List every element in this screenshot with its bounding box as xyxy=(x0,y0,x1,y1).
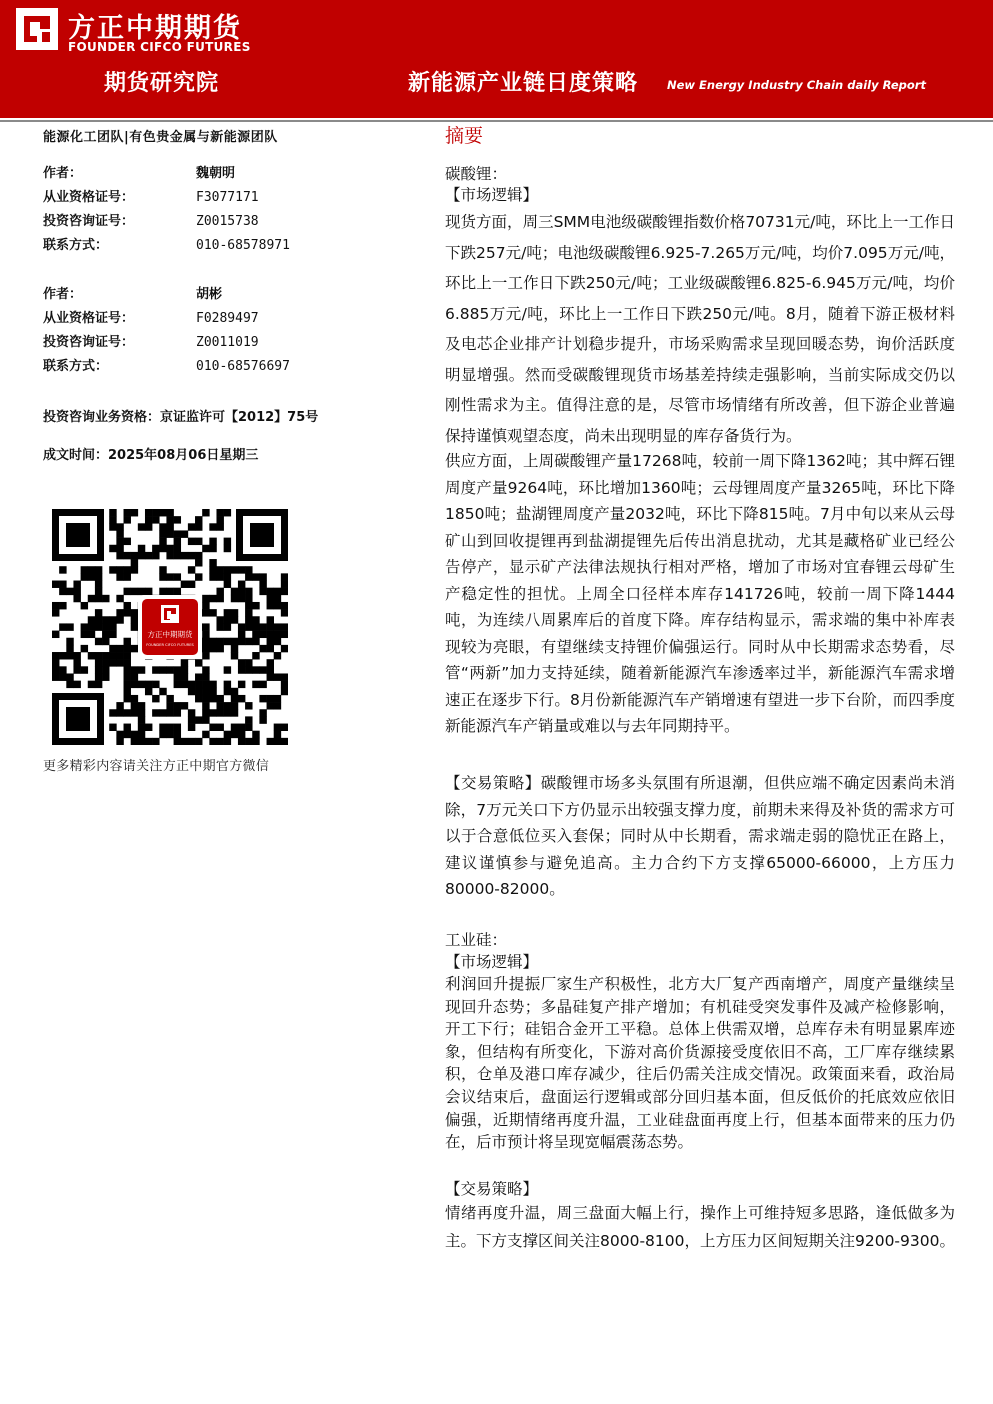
lithium-strategy-label: 【交易策略】 xyxy=(445,774,541,792)
founder-logo-icon xyxy=(16,8,58,50)
lithium-title: 碳酸锂： xyxy=(445,165,508,183)
lithium-supply-paragraph: 供应方面，上周碳酸锂产量17268吨，较前一周下降1362吨；其中辉石锂周度产量9264吨，环比增加1360吨；云母锂周度产量3265吨，环比下降1850吨；盐湖锂周度产量2032吨，环比下降815吨。7月中旬以来从云母矿山到回收提锂再到盐湖提锂先后传出消息扰动，尤其是藏格矿业已经公告停产，显示矿产法律法规执行相对严格，增加了市场对宜春锂云母矿生产稳定性的担忧。上周全口径样本库存141726吨，较前一周下降1444吨，为连续八周累库后的首度下降。库存结构显示，需求端的集中补库表现较为亮眼，有望继续支持锂价偏强运行。同时从中长期需求态势看，尽管“两新”加力支持延续，随着新能源汽车渗透率过半，新能源汽车需求增速正在逐步下行。8月份新能源汽车产销增速有望进一步下台阶，而四季度新能源汽车产销量或难以与去年同期持平。 xyxy=(445,452,955,735)
qualification-number: F0289497 xyxy=(196,311,259,326)
contact-phone: 010-68576697 xyxy=(196,359,290,374)
qr-logo-text-en: FOUNDER CIFCO FUTURES xyxy=(146,643,194,647)
silicon-logic-paragraph: 利润回升提振厂家生产积极性，北方大厂复产西南增产，周度产量继续呈现回升态势；多晶硅复产排产增加；有机硅受突发事件及减产检修影响，开工下行；硅铝合金开工平稳。总体上供需双增，总库存未有明显累库迹象，但结构有所变化，下游对高价货源接受度依旧不高，工厂库存继续累积，仓单及港口库存减少，往后仍需关注成交情况。政策面来看，政治局会议结束后，盘面运行逻辑或部分回归基本面，但反低价的托底效应依旧偏强，近期情绪再度升温，工业硅盘面再度上行，但基本面带来的压力仍在，后市预计将呈现宽幅震荡态势。 xyxy=(445,975,955,1152)
summary-heading: 摘要 xyxy=(445,125,484,147)
consulting-label: 投资咨询证号： xyxy=(43,335,135,350)
qualification-label: 从业资格证号： xyxy=(43,190,135,205)
wechat-qr-code[interactable] xyxy=(52,509,288,745)
license-info: 投资咨询业务资格：京证监许可【2012】75号 xyxy=(43,410,319,425)
silicon-strategy-label: 【交易策略】 xyxy=(445,1180,539,1198)
contact-label: 联系方式： xyxy=(43,359,109,374)
author-label: 作者： xyxy=(43,166,83,181)
lithium-strategy-paragraph xyxy=(445,770,955,903)
lithium-spot-paragraph: 现货方面，周三SMM电池级碳酸锂指数价格70731元/吨，环比上一工作日下跌257元/吨；电池级碳酸锂6.925-7.265万元/吨，均价7.095万元/吨，环比上一工作日下跌250元/吨；工业级碳酸锂6.825-6.945万元/吨，均价6.885万元/吨，环比上一工作日下跌250元/吨。8月，随着下游正极材料及电芯企业排产计划稳步提升，市场采购需求呈现回暖态势，询价活跃度明显增强。然而受碳酸锂现货市场基差持续走强影响，当前实际成交仍以刚性需求为主。值得注意的是，尽管市场情绪有所改善，但下游企业普遍保持谨慎观望态度，尚未出现明显的库存备货行为。 xyxy=(445,213,955,445)
author-label: 作者： xyxy=(43,287,83,302)
report-title: 新能源产业链日度策略 xyxy=(408,71,639,96)
consulting-label: 投资咨询证号： xyxy=(43,214,135,229)
header-divider xyxy=(0,120,993,122)
qr-caption: 更多精彩内容请关注方正中期官方微信 xyxy=(43,759,270,774)
qr-pattern xyxy=(52,509,288,745)
report-header xyxy=(0,0,993,118)
lithium-strategy-text: 碳酸锂市场多头氛围有所退潮，但供应端不确定因素尚未消除，7万元关口下方仍显示出较强支撑力度，前期未来得及补货的需求方可以于合意低位买入套保；同时从中长期看，需求端走弱的隐忧正在路上，建议谨慎参与避免追高。主力合约下方支撑65000-66000，上方压力80000-82000。 xyxy=(445,774,955,898)
department-name: 期货研究院 xyxy=(104,71,220,96)
qualification-label: 从业资格证号： xyxy=(43,311,135,326)
silicon-strategy-paragraph: 情绪再度升温，周三盘面大幅上行，操作上可维持短多思路，逢低做多为主。下方支撑区间关注8000-8100，上方压力区间短期关注9200-9300。 xyxy=(445,1204,955,1250)
contact-label: 联系方式： xyxy=(43,238,109,253)
contact-phone: 010-68578971 xyxy=(196,238,290,253)
qualification-number: F3077171 xyxy=(196,190,259,205)
brand-name: 方正中期期货 xyxy=(68,13,242,44)
publish-date: 成文时间：2025年08月06日星期三 xyxy=(43,448,259,463)
team-name: 能源化工团队|有色贵金属与新能源团队 xyxy=(43,130,278,145)
qr-logo-text: 方正中期期货 xyxy=(147,630,193,639)
consulting-number: Z0015738 xyxy=(196,214,259,229)
lithium-logic-label: 【市场逻辑】 xyxy=(445,186,539,204)
silicon-title: 工业硅： xyxy=(445,931,508,949)
author-name: 魏朝明 xyxy=(196,166,236,181)
brand-name-en: FOUNDER CIFCO FUTURES xyxy=(68,40,251,54)
author-name: 胡彬 xyxy=(196,287,223,302)
report-title-en: New Energy Industry Chain daily Report xyxy=(667,78,926,92)
consulting-number: Z0011019 xyxy=(196,335,259,350)
silicon-logic-label: 【市场逻辑】 xyxy=(445,953,539,971)
